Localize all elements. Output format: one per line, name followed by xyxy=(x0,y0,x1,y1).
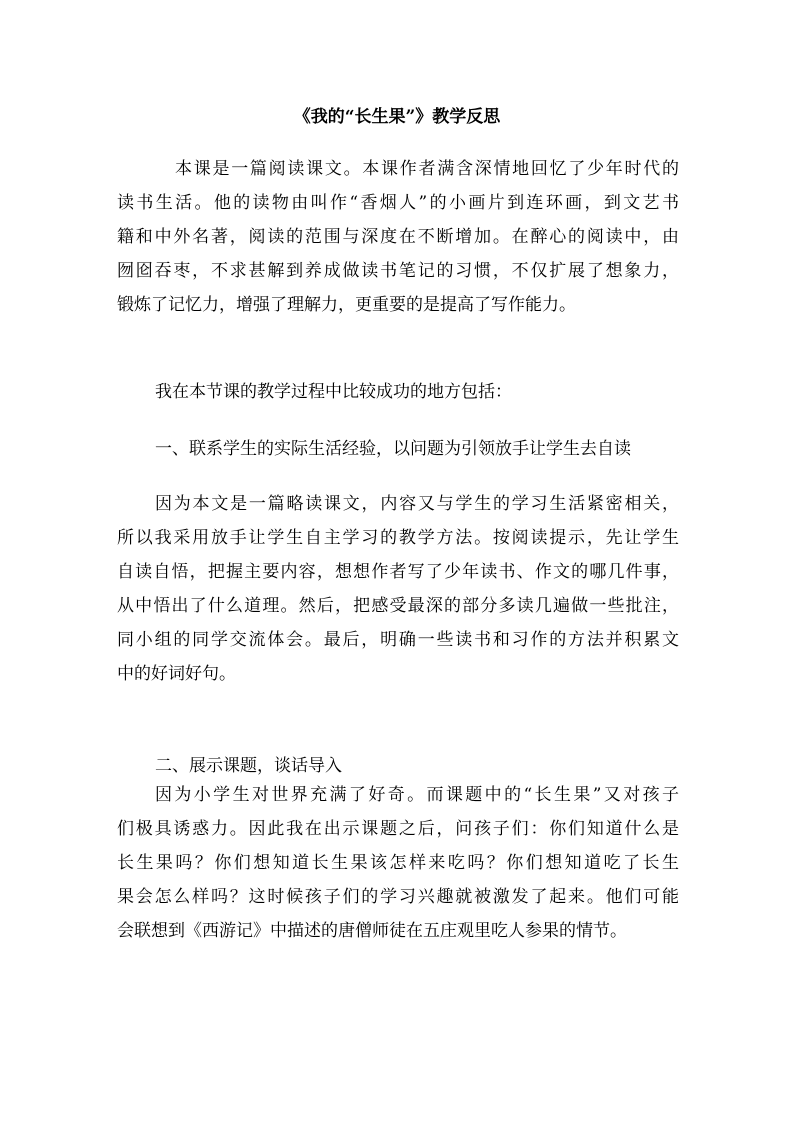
paragraph-success-summary xyxy=(117,375,679,409)
text-line: 因为本文是一篇略读课文，内容又与学生的学习生活紧密相关， xyxy=(155,494,679,514)
text-line: 因为小学生对世界充满了好奇。而课题中的“长生果”又对孩子 xyxy=(155,785,679,805)
section-heading-one xyxy=(117,432,679,466)
text-line: 一、联系学生的实际生活经验，以问题为引领放手让学生去自读 xyxy=(155,439,631,459)
paragraph-self-reading xyxy=(117,487,679,691)
text-line: 囫囵吞枣，不求甚解到养成做读书笔记的习惯，不仅扩展了想象力， xyxy=(117,261,679,281)
text-line: 会联想到《西游记》中描述的唐僧师徒在五庄观里吃人参果的情节。 xyxy=(117,921,627,941)
text-line: 自读自悟，把握主要内容，想想作者写了少年读书、作文的哪几件事， xyxy=(117,562,679,582)
text-line: 二、展示课题，谈话导入 xyxy=(155,756,342,776)
text-line: 读书生活。他的读物由叫作“香烟人”的小画片到连环画，到文艺书 xyxy=(117,193,679,213)
paragraph-intro xyxy=(117,152,679,322)
document-title: 《我的“长生果”》教学反思 xyxy=(293,107,501,127)
text-line: 所以我采用放手让学生自主学习的教学方法。按阅读提示，先让学生 xyxy=(117,528,679,548)
text-line: 长生果吗？你们想知道长生果该怎样来吃吗？你们想知道吃了长生 xyxy=(117,853,679,873)
text-line: 本课是一篇阅读课文。本课作者满含深情地回忆了少年时代的 xyxy=(175,159,679,179)
text-line: 同小组的同学交流体会。最后，明确一些读书和习作的方法并积累文 xyxy=(117,630,679,650)
text-line: 们极具诱惑力。因此我在出示课题之后，问孩子们：你们知道什么是 xyxy=(117,819,679,839)
text-line: 籍和中外名著，阅读的范围与深度在不断增加。在醉心的阅读中，由 xyxy=(117,227,679,247)
text-line: 果会怎么样吗？这时候孩子们的学习兴趣就被激发了起来。他们可能 xyxy=(117,887,679,907)
paragraph-title-introduction xyxy=(117,778,679,948)
text-line: 从中悟出了什么道理。然后，把感受最深的部分多读几遍做一些批注， xyxy=(117,596,679,616)
text-line: 锻炼了记忆力，增强了理解力，更重要的是提高了写作能力。 xyxy=(117,295,576,315)
text-line: 我在本节课的教学过程中比较成功的地方包括： xyxy=(155,382,512,402)
text-line: 中的好词好句。 xyxy=(117,664,236,684)
